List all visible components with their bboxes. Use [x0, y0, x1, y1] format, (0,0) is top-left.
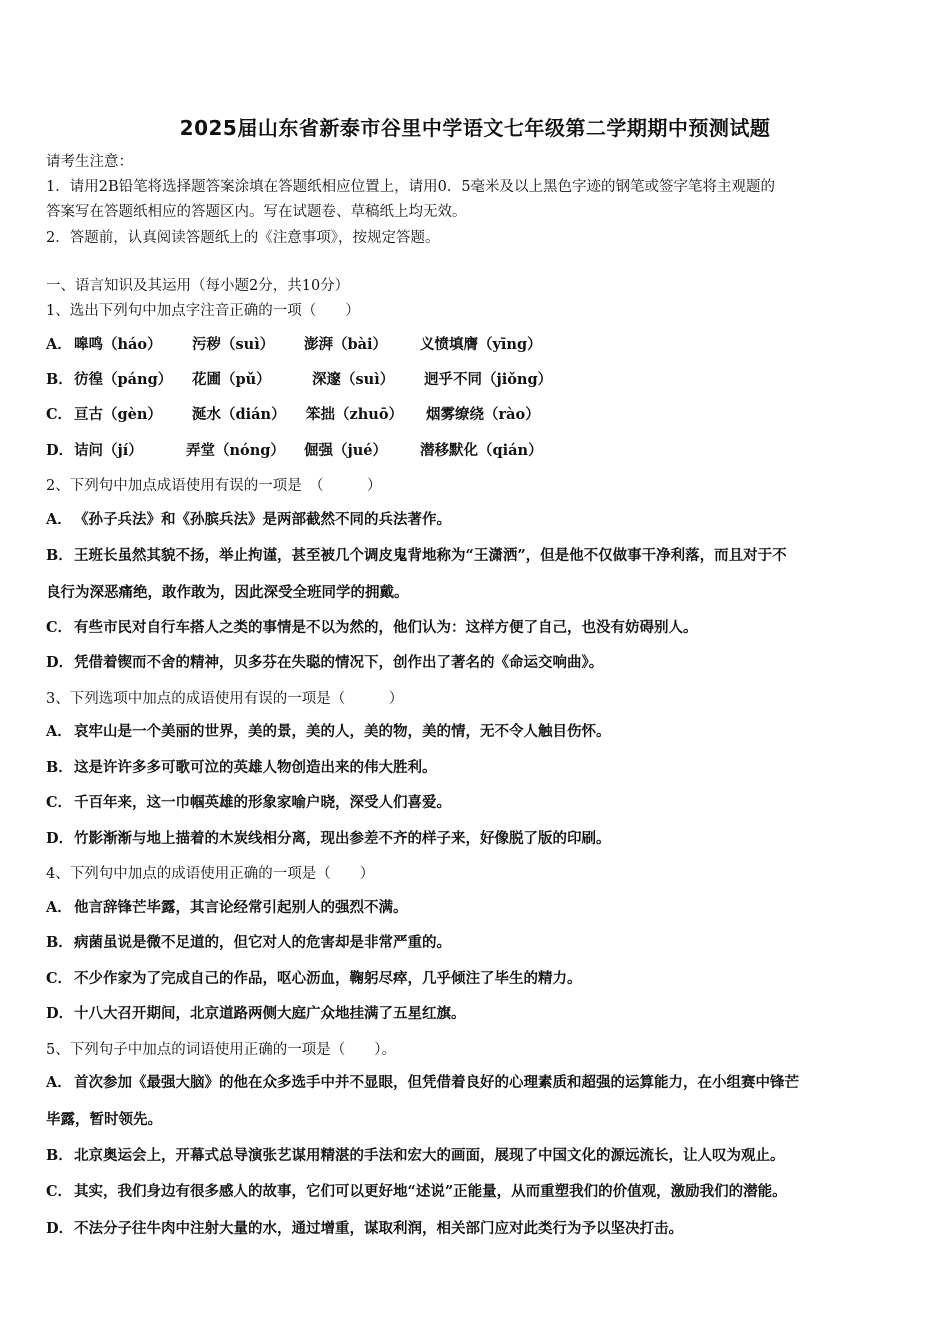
choice-2: 花圃（pǔ）: [192, 371, 271, 388]
choice-2: 涎水（dián）: [192, 406, 286, 423]
option-text: 王班长虽然其貌不扬，举止拘谨，甚至被几个调皮鬼背地称为“王潇洒”，但是他不仅做事干净利落，而且对于不: [74, 547, 787, 564]
question-4-stem: 4、下列句中加点的成语使用正确的一项是（ ）: [46, 866, 375, 882]
question-2-option-c[interactable]: [46, 618, 906, 638]
option-label: B．: [46, 1147, 73, 1164]
option-label: D．: [46, 442, 74, 459]
choice-4: 义愤填膺（yīng）: [420, 336, 542, 353]
option-text: 不法分子往牛肉中注射大量的水，通过增重，谋取利润，相关部门应对此类行为予以坚决打击。: [74, 1220, 683, 1237]
question-1-option-a[interactable]: [46, 335, 906, 355]
question-3-stem: 3、下列选项中加点的成语使用有误的一项是（ ）: [46, 691, 404, 707]
notice-heading: 请考生注意：: [46, 154, 133, 170]
option-label: C．: [46, 970, 73, 987]
option-label: D．: [46, 654, 74, 671]
option-text: 不少作家为了完成自己的作品，呕心沥血，鞠躬尽瘁，几乎倾注了毕生的精力。: [74, 970, 582, 987]
question-2-option-d[interactable]: [46, 653, 906, 673]
option-label: C．: [46, 794, 73, 811]
option-label: B．: [46, 759, 73, 776]
choice-2: 污秽（suì）: [192, 336, 275, 353]
option-label: B．: [46, 371, 73, 388]
question-1-option-b[interactable]: [46, 370, 906, 390]
option-text: 哀牢山是一个美丽的世界，美的景，美的人，美的物，美的情，无不令人触目伤怀。: [74, 723, 611, 740]
choice-1: 嗥鸣（háo）: [74, 336, 162, 353]
option-text: 首次参加《最强大脑》的他在众多选手中并不显眼，但凭借着良好的心理素质和超强的运算能力，在小组赛中锋芒: [74, 1074, 799, 1091]
option-label: D．: [46, 830, 74, 847]
question-5-option-a-cont: 毕露，暂时领先。: [46, 1111, 162, 1128]
choice-1: 彷徨（páng）: [74, 371, 173, 388]
notice-item-1: 1．请用2B铅笔将选择题答案涂填在答题纸相应位置上，请用0．5毫米及以上黑色字迹的钢笔或签字笔将主观题的: [46, 179, 776, 195]
question-3-option-b[interactable]: [46, 758, 906, 778]
question-2-option-a[interactable]: [46, 510, 906, 530]
choice-4: 烟雾缭绕（rào）: [426, 406, 540, 423]
option-label: C．: [46, 406, 73, 423]
question-5-option-a[interactable]: [46, 1073, 906, 1093]
option-text: 凭借着锲而不舍的精神，贝多芬在失聪的情况下，创作出了著名的《命运交响曲》。: [74, 654, 604, 671]
notice-item-2: 2．答题前，认真阅读答题纸上的《注意事项》，按规定答题。: [46, 230, 440, 246]
option-label: A．: [46, 723, 72, 740]
choice-3: 澎湃（bài）: [304, 336, 388, 353]
page-title: 2025届山东省新泰市谷里中学语文七年级第二学期期中预测试题: [179, 116, 771, 140]
question-2-option-b[interactable]: [46, 546, 906, 566]
option-text: 病菌虽说是微不足道的，但它对人的危害却是非常严重的。: [74, 934, 451, 951]
option-text: 这是许许多多可歌可泣的英雄人物创造出来的伟大胜利。: [74, 759, 437, 776]
question-3-option-a[interactable]: [46, 722, 906, 742]
question-5-option-c[interactable]: [46, 1182, 906, 1202]
option-text: 其实，我们身边有很多感人的故事，它们可以更好地“述说”正能量，从而重塑我们的价值观，激励我们的潜能。: [74, 1183, 787, 1200]
option-text: 他言辞锋芒毕露，其言论经常引起别人的强烈不满。: [74, 899, 408, 916]
option-text: 有些市民对自行车搭人之类的事情是不以为然的，他们认为：这样方便了自己，也没有妨碍别人。: [74, 619, 698, 636]
option-text: 竹影渐渐与地上描着的木炭线相分离，现出参差不齐的样子来，好像脱了版的印刷。: [74, 830, 611, 847]
option-label: B．: [46, 934, 73, 951]
question-2-option-b-cont: 良行为深恶痛绝，敢作敢为，因此深受全班同学的拥戴。: [46, 584, 409, 601]
question-4-option-d[interactable]: [46, 1004, 906, 1024]
question-4-option-a[interactable]: [46, 898, 906, 918]
option-text: 《孙子兵法》和《孙膑兵法》是两部截然不同的兵法著作。: [74, 511, 451, 528]
question-1-option-d[interactable]: [46, 441, 906, 461]
option-label: B．: [46, 547, 73, 564]
question-1-stem: 1、选出下列句中加点字注音正确的一项（ ）: [46, 303, 360, 319]
choice-4: 迥乎不同（jiǒng）: [424, 371, 553, 388]
choice-2: 弄堂（nóng）: [186, 442, 285, 459]
question-5-option-b[interactable]: [46, 1146, 906, 1166]
option-text: 千百年来，这一巾帼英雄的形象家喻户晓，深受人们喜爱。: [74, 794, 451, 811]
option-text: 十八大召开期间，北京道路两侧大庭广众地挂满了五星红旗。: [74, 1005, 466, 1022]
option-label: C．: [46, 1183, 73, 1200]
choice-1: 亘古（gèn）: [74, 406, 162, 423]
question-5-option-d[interactable]: [46, 1219, 906, 1239]
option-label: A．: [46, 336, 72, 353]
question-4-option-c[interactable]: [46, 969, 906, 989]
choice-3: 深邃（suì）: [312, 371, 395, 388]
question-3-option-d[interactable]: [46, 829, 906, 849]
option-label: A．: [46, 899, 72, 916]
choice-3: 倔强（jué）: [304, 442, 388, 459]
option-label: C．: [46, 619, 73, 636]
choice-4: 潜移默化（qián）: [420, 442, 543, 459]
notice-item-1-cont: 答案写在答题纸相应的答题区内。写在试题卷、草稿纸上均无效。: [46, 204, 467, 220]
choice-3: 笨拙（zhuō）: [306, 406, 403, 423]
question-5-stem: 5、下列句子中加点的词语使用正确的一项是（ ）。: [46, 1042, 396, 1058]
option-label: A．: [46, 1074, 72, 1091]
option-text: 北京奥运会上，开幕式总导演张艺谋用精湛的手法和宏大的画面，展现了中国文化的源远流长，让人叹为观止。: [74, 1147, 785, 1164]
question-4-option-b[interactable]: [46, 933, 906, 953]
question-2-stem: 2、下列句中加点成语使用有误的一项是 （ ）: [46, 478, 382, 494]
option-label: D．: [46, 1220, 74, 1237]
choice-1: 诘问（jí）: [74, 442, 143, 459]
question-3-option-c[interactable]: [46, 793, 906, 813]
option-label: D．: [46, 1005, 74, 1022]
option-label: A．: [46, 511, 72, 528]
section-heading: 一、语言知识及其运用（每小题2分，共10分）: [46, 278, 350, 294]
question-1-option-c[interactable]: [46, 405, 906, 425]
